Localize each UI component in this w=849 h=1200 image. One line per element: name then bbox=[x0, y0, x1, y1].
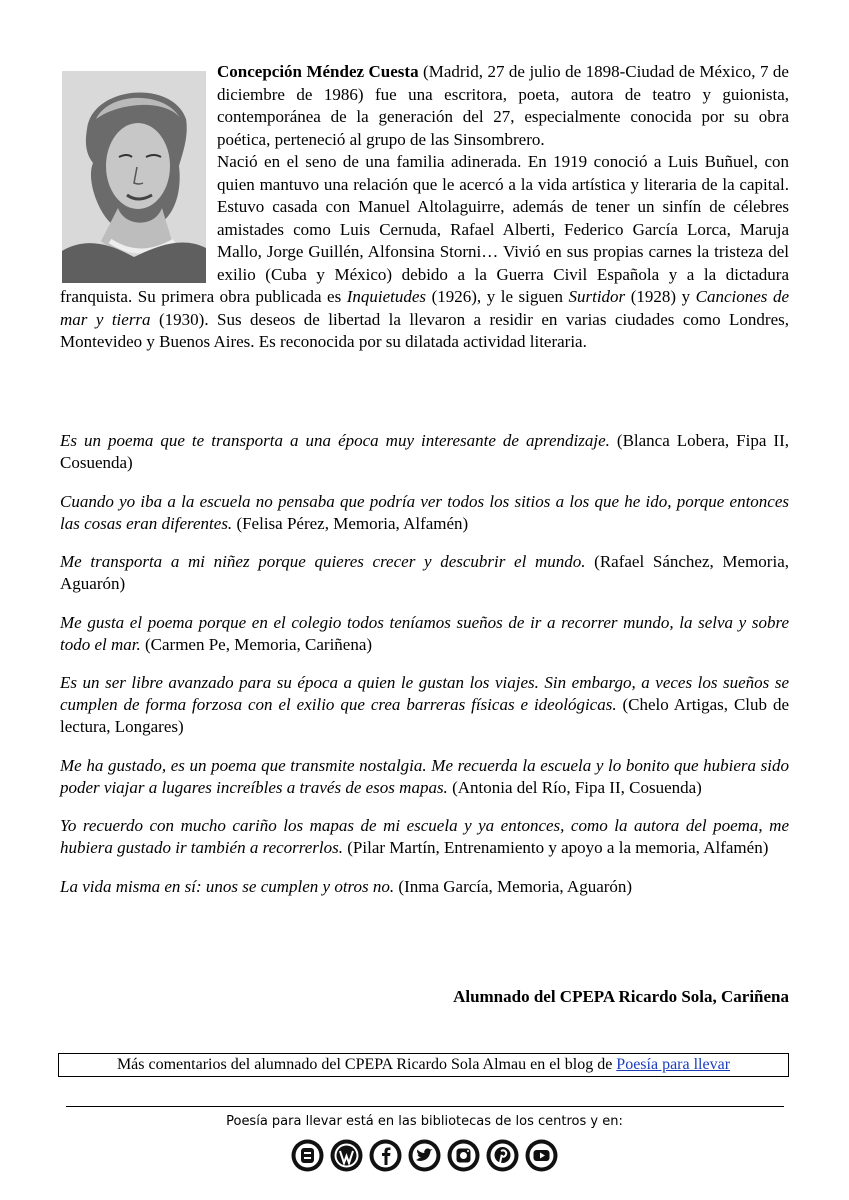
author-portrait bbox=[62, 71, 206, 283]
bio-text-3: (1926), y le siguen bbox=[426, 287, 569, 306]
credit-line: Alumnado del CPEPA Ricardo Sola, Cariñena bbox=[453, 987, 789, 1006]
comment bbox=[60, 612, 789, 656]
bio-text-5: (1930). Sus deseos de libertad la llevaron a residir en varias ciudades como Londres, Montevideo y Buenos Aires. Es reconocida por su dilatada actividad literaria. bbox=[60, 309, 789, 351]
comments-section bbox=[60, 430, 789, 914]
footer-divider bbox=[66, 1106, 784, 1107]
comment bbox=[60, 430, 789, 474]
comment-author: (Rafael Sánchez, Memoria, Aguarón) bbox=[60, 552, 789, 593]
work-inquietudes: Inquietudes bbox=[346, 287, 427, 306]
blog-link[interactable]: Poesía para llevar bbox=[616, 1056, 731, 1073]
biography bbox=[60, 61, 789, 354]
social-icons bbox=[290, 1138, 560, 1178]
comment-quote: Cuando yo iba a la escuela no pensaba que podría ver todos los sitios a los que he ido, porque entonces las cosas eran diferentes. bbox=[60, 491, 789, 533]
footer-text: Poesía para llevar está en las bibliotecas de los centros y en: bbox=[226, 1114, 623, 1129]
comment bbox=[60, 551, 789, 595]
comment bbox=[60, 876, 789, 898]
comment-author: (Chelo Artigas, Club de lectura, Longares) bbox=[60, 695, 789, 736]
bio-text-4: (1928) y bbox=[625, 287, 696, 306]
comment-author: (Felisa Pérez, Memoria, Alfamén) bbox=[232, 513, 469, 533]
bio-text-2: Nació en el seno de una familia adinerada. En 1919 conoció a Luis Buñuel, con quien mantuvo una relación que le acercó a la vida artística y literaria de la capital. Estuvo casada con Manuel Altolaguirre, además de tener un sinfín de célebres amistades como Luis Cernuda, Rafael Alberti, Federico García Lorca, Maruja Mallo, Jorge Guillén, Alfonsina Storni… Vivió en sus propias carnes la tristeza del exilio (Cuba y México) debido a la Guerra Civil Española y a la dictadura franquista. Su primera obra publicada es bbox=[60, 152, 789, 306]
comment-quote: Es un poema que te transporta a una época muy interesante de aprendizaje. bbox=[60, 431, 610, 450]
work-canciones: Canciones de mar y tierra bbox=[60, 287, 789, 329]
comment-author: (Antonia del Río, Fipa II, Cosuenda) bbox=[447, 777, 702, 797]
comment-author: (Pilar Martín, Entrenamiento y apoyo a la memoria, Alfamén) bbox=[343, 838, 769, 857]
blogger-icon[interactable] bbox=[290, 1138, 325, 1173]
comment-quote: La vida misma en sí: unos se cumplen y otros no. bbox=[60, 876, 395, 896]
pinterest-icon[interactable] bbox=[485, 1138, 520, 1173]
blog-link-box bbox=[58, 1053, 789, 1077]
comment-quote: Me gusta el poema porque en el colegio todos teníamos sueños de ir a recorrer mundo, la selva y sobre todo el mar. bbox=[60, 612, 789, 654]
comment bbox=[60, 755, 789, 799]
author-name: Concepción Méndez Cuesta bbox=[217, 62, 419, 81]
comment-quote: Me transporta a mi niñez porque quieres crecer y descubrir el mundo. bbox=[60, 552, 586, 571]
comment bbox=[60, 815, 789, 859]
comment bbox=[60, 672, 789, 738]
twitter-icon[interactable] bbox=[407, 1138, 442, 1173]
comment-author: (Inma García, Memoria, Aguarón) bbox=[394, 876, 633, 896]
youtube-icon[interactable] bbox=[524, 1138, 559, 1173]
comment-quote: Es un ser libre avanzado para su época a quien le gustan los viajes. Sin embargo, a veces los sueños se cumplen de forma forzosa con el exilio que crea barreras físicas e ideológicas. bbox=[60, 673, 789, 714]
comment-quote: Yo recuerdo con mucho cariño los mapas de mi escuela y ya entonces, como la autora del poema, me hubiera gustado ir también a recorrerlos. bbox=[60, 816, 789, 857]
instagram-icon[interactable] bbox=[446, 1138, 481, 1173]
comment bbox=[60, 491, 789, 535]
blog-link-text: Más comentarios del alumnado del CPEPA Ricardo Sola Almau en el blog de bbox=[116, 1056, 617, 1073]
comment-author: (Carmen Pe, Memoria, Cariñena) bbox=[140, 634, 373, 654]
comment-quote: Me ha gustado, es un poema que transmite nostalgia. Me recuerda la escuela y lo bonito que hubiera sido poder viajar a lugares increíbles a través de esos mapas. bbox=[60, 755, 789, 797]
facebook-icon[interactable] bbox=[368, 1138, 403, 1173]
comment-author: (Blanca Lobera, Fipa II, Cosuenda) bbox=[60, 431, 789, 472]
bio-text-1: (Madrid, 27 de julio de 1898-Ciudad de México, 7 de diciembre de 1986) fue una escritora, poeta, autora de teatro y guionista, contemporánea de la generación del 27, especialmente conocida por su obra poética, perteneció al grupo de las Sinsombrero. bbox=[217, 62, 789, 149]
wordpress-icon[interactable] bbox=[329, 1138, 364, 1173]
work-surtidor: Surtidor bbox=[568, 287, 626, 306]
